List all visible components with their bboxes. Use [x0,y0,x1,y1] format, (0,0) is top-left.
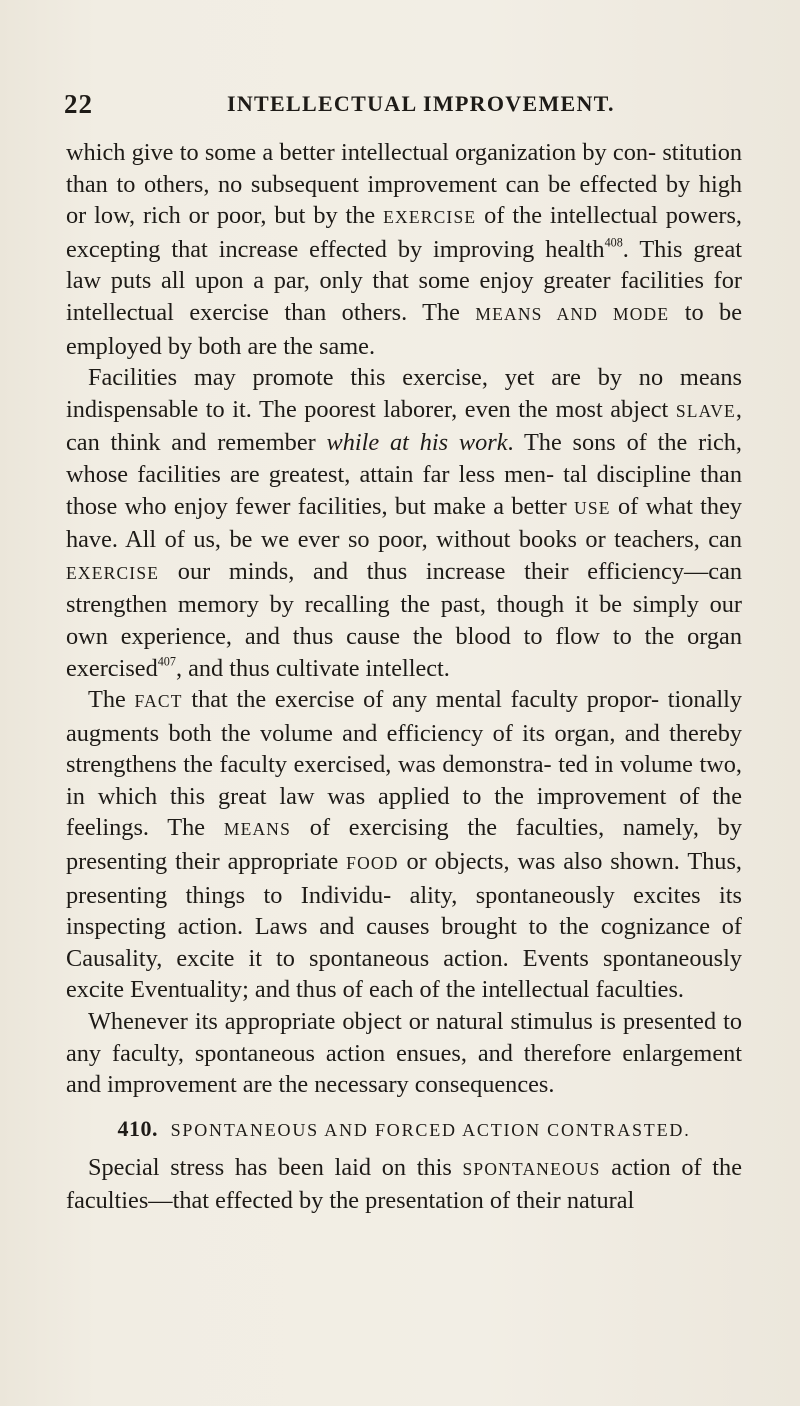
small-caps-term: EXERCISE [66,562,160,583]
body-text [66,137,742,1217]
page-number: 22 [64,89,93,119]
footnote-ref: 408 [604,235,623,250]
small-caps-term: EXERCISE [383,207,477,228]
small-caps-term: USE [574,497,611,518]
text-run: , can think and remember [66,395,742,457]
text-run: to be employed by both are the same. [66,298,742,360]
text-run: of exercising the faculties, namely, by presenting their appropriate [66,814,742,876]
text-run: action of the faculties—that effected by the presentation of their natural [66,1153,742,1215]
text-run: Special stress has been laid on this [88,1153,463,1181]
paragraph-5 [66,1152,742,1217]
text-run: . This great law puts all upon a par, only that some enjoy greater facilities for intellectual exercise than others. The [66,235,742,326]
text-run: our minds, and thus increase their efficiency—can strengthen memory by recalling the past, though it be simply our own experience, and thus cause the blood to flow to the organ exercised [66,557,742,682]
text-run: Facilities may promote this exercise, yet are by no means indispensable to it. The poorest laborer, even the most abject [66,364,742,423]
text-run: which give to some a better intellectual organization by con- stitution than to others, no subsequent improvement can be effected by high or low, rich or poor, but by the [66,139,742,230]
text-run: of the intellectual powers, excepting that increase effected by improving health [66,202,743,263]
small-caps-term: FACT [134,691,183,712]
section-title: SPONTANEOUS AND FORCED ACTION CONTRASTED. [170,1119,691,1140]
running-head: INTELLECTUAL IMPROVEMENT. [227,91,615,116]
text-run: , and thus cultivate intellect. [175,654,450,682]
text-run: or objects, was also shown. Thus, presenting things to Individu- ality, spontaneously excites its inspecting action. Laws and causes brought to the cognizance of Causality, excite it to spontaneous action. Events spontaneously excite Eventuality; and thus of each of the intellectual faculties. [66,848,742,1004]
small-caps-term: SPONTANEOUS [462,1158,601,1179]
italic-phrase: while at his work [326,429,508,457]
footnote-ref: 407 [157,654,176,669]
text-run: that the exercise of any mental faculty propor- tionally augments both the volume and efficiency of its organ, and thereby strengthens the faculty exercised, was demonstra- ted in volume two, in which this great law was applied to the improvement of the feelings. The [66,686,743,842]
text-run: . The sons of the rich, whose facilities are greatest, attain far less men- tal discipline than those who enjoy fewer facilities, but make a better [66,429,743,520]
small-caps-term: FOOD [346,853,399,874]
text-run: of what they have. All of us, be we ever so poor, without books or teachers, can [66,492,742,554]
small-caps-term: SLAVE [675,400,736,421]
small-caps-term: MEANS AND MODE [475,303,670,324]
small-caps-term: MEANS [223,819,292,840]
section-heading [66,1115,742,1144]
page-header [64,89,744,119]
paragraph-1 [66,137,742,362]
paragraph-4: Whenever its appropriate object or natural stimulus is presented to any faculty, spontaneous action ensues, and therefore enlargement and improvement are the necessary consequences. [66,1008,742,1099]
paragraph-3 [66,684,742,1006]
text-run: The [88,686,135,714]
paragraph-2 [66,362,742,684]
section-number: 410. [117,1115,158,1141]
